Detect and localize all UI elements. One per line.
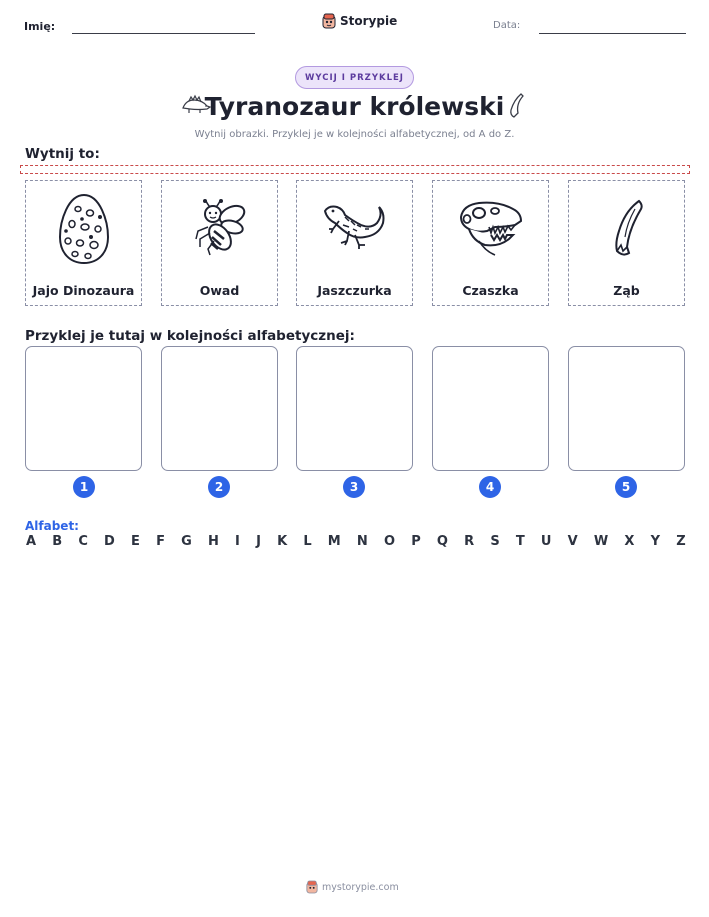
paste-number-3: 3: [343, 476, 365, 498]
alphabet-letter: U: [540, 534, 552, 549]
alphabet-letter: X: [624, 534, 635, 549]
date-label: Data:: [493, 20, 521, 31]
alphabet-letter: P: [411, 534, 421, 549]
paste-number-4: 4: [479, 476, 501, 498]
tooth-decoration-icon: [506, 92, 526, 120]
alphabet-letter: O: [383, 534, 396, 549]
cut-guide-line: [20, 165, 690, 174]
storypie-mascot-icon: [306, 880, 318, 894]
paste-box-2[interactable]: [161, 346, 278, 471]
activity-badge: WYCIJ I PRZYKLEJ: [295, 66, 414, 89]
cut-card-tooth[interactable]: [568, 180, 685, 306]
footer: [306, 880, 399, 894]
alphabet-letter: R: [464, 534, 475, 549]
name-label: Imię:: [24, 20, 56, 33]
alphabet-letter: I: [235, 534, 240, 549]
alphabet-letter: K: [277, 534, 288, 549]
paste-box-3[interactable]: [296, 346, 413, 471]
storypie-mascot-icon: [322, 13, 336, 29]
alphabet-letter: C: [78, 534, 88, 549]
tooth-icon: [605, 197, 649, 261]
cut-card-label: Jajo Dinozaura: [32, 283, 135, 298]
paste-box-5[interactable]: [568, 346, 685, 471]
alphabet-letter: M: [327, 534, 341, 549]
cut-card-skull[interactable]: [432, 180, 549, 306]
paste-box-1[interactable]: [25, 346, 142, 471]
cut-card-label: Owad: [199, 283, 240, 298]
alphabet-letter: B: [52, 534, 63, 549]
name-line: [72, 33, 255, 34]
cut-card-label: Jaszczurka: [317, 283, 392, 298]
cut-card-label: Czaszka: [462, 283, 519, 298]
brand-logo: [322, 13, 397, 29]
alphabet-letter: Z: [676, 534, 686, 549]
alphabet-letter: F: [156, 534, 165, 549]
paste-number-2: 2: [208, 476, 230, 498]
insect-icon: [188, 197, 252, 261]
paste-number-1: 1: [73, 476, 95, 498]
cut-card-lizard[interactable]: [296, 180, 413, 306]
alphabet-letter: S: [490, 534, 500, 549]
alphabet-letter: G: [181, 534, 192, 549]
alphabet-letter: A: [26, 534, 37, 549]
alphabet-title: Alfabet:: [25, 519, 79, 533]
brand-name: Storypie: [340, 14, 398, 28]
alphabet-letter: T: [515, 534, 525, 549]
alphabet-letter: D: [104, 534, 115, 549]
cut-card-insect[interactable]: [161, 180, 278, 306]
dinosaur-egg-icon: [54, 191, 114, 267]
date-line: [539, 33, 686, 34]
alphabet-letter: J: [256, 534, 261, 549]
cut-card-dinosaur-egg[interactable]: [25, 180, 142, 306]
skull-icon: [455, 197, 527, 261]
alphabet-letter: E: [131, 534, 140, 549]
paste-section-label: Przyklej je tutaj w kolejności alfabetycznej:: [25, 328, 355, 344]
instructions: Wytnij obrazki. Przyklej je w kolejności alfabetycznej, od A do Z.: [194, 129, 515, 140]
alphabet-letter: H: [207, 534, 219, 549]
footer-url: mystorypie.com: [322, 881, 399, 893]
alphabet-letter: N: [356, 534, 368, 549]
paste-box-4[interactable]: [432, 346, 549, 471]
alphabet-letter: Q: [436, 534, 448, 549]
alphabet-row: [26, 534, 686, 549]
cut-section-label: Wytnij to:: [25, 146, 100, 162]
alphabet-letter: W: [593, 534, 609, 549]
alphabet-letter: Y: [650, 534, 661, 549]
alphabet-letter: L: [303, 534, 312, 549]
lizard-icon: [319, 199, 391, 259]
paste-number-5: 5: [615, 476, 637, 498]
page-title: Tyranozaur królewski: [204, 92, 505, 121]
alphabet-letter: V: [567, 534, 578, 549]
cut-card-label: Ząb: [613, 283, 640, 298]
